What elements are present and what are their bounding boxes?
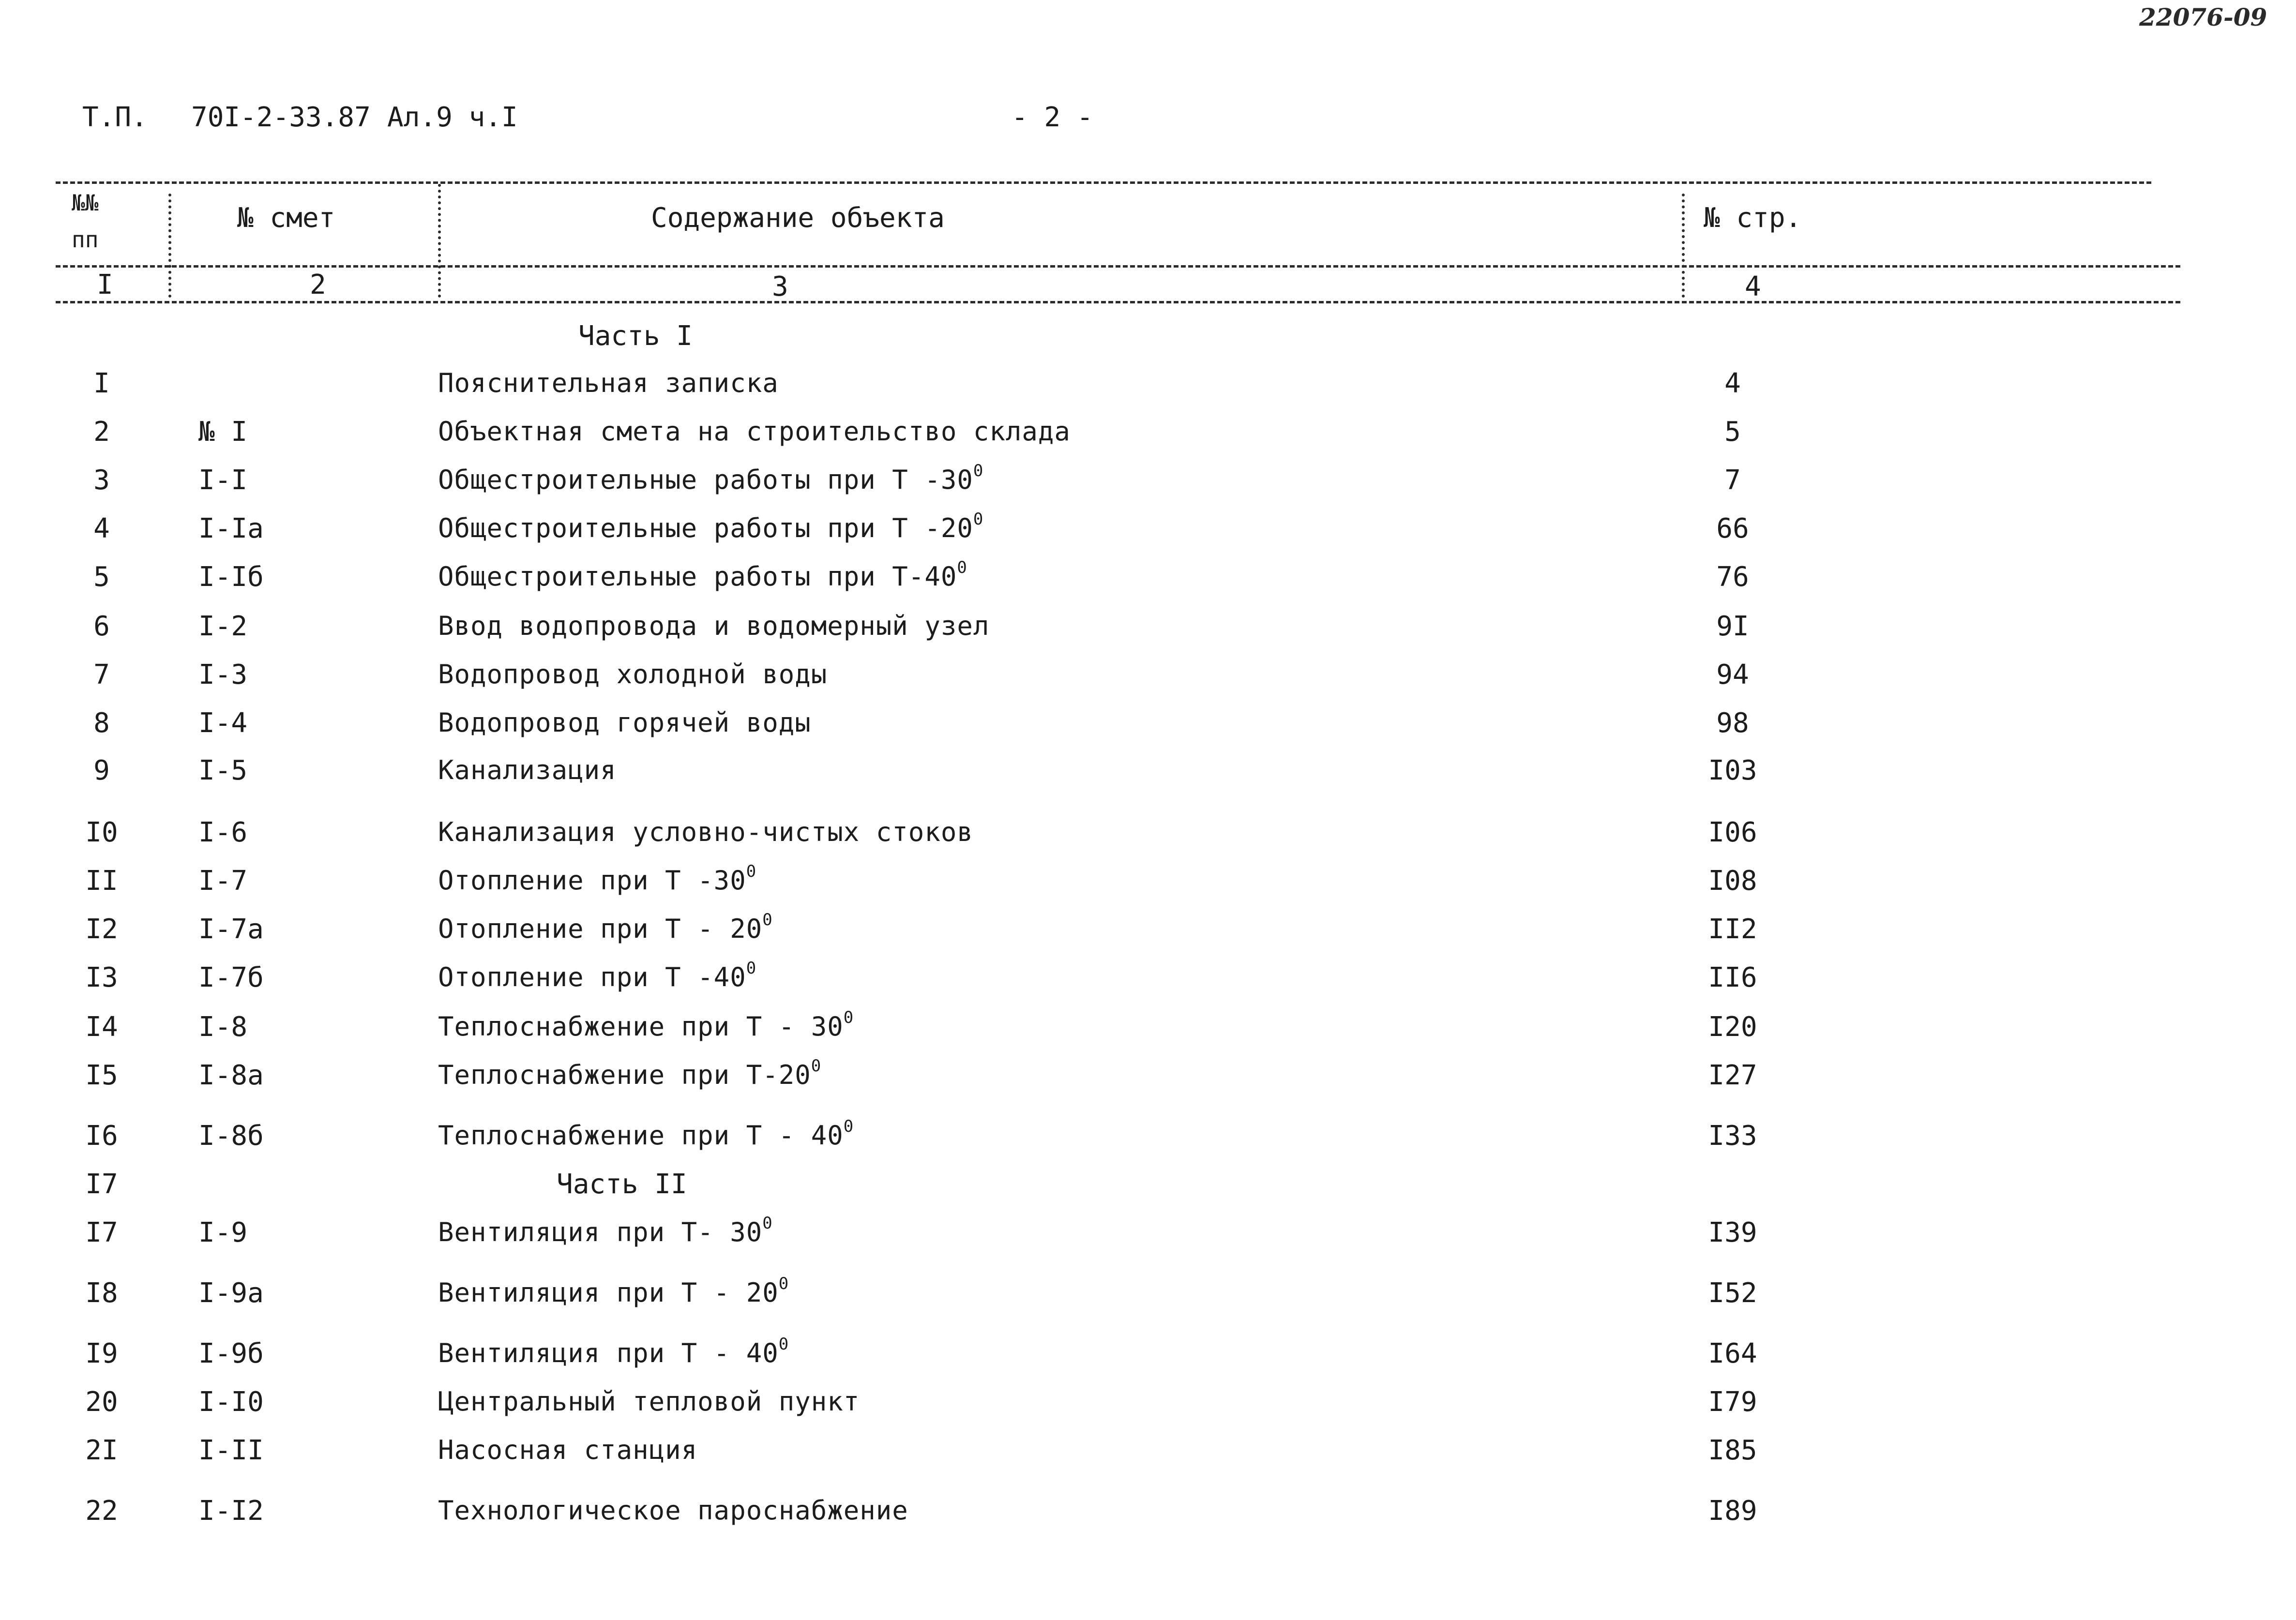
col-sep-3	[1682, 194, 1685, 298]
row-content	[438, 1495, 908, 1526]
col-index-3: 3	[772, 271, 788, 302]
row-estimate-number: I-6	[198, 817, 248, 848]
row-page: 7	[1724, 465, 1741, 496]
degree-mark: 0	[746, 959, 757, 978]
row-content-text: Вентиляция при Т - 40	[438, 1338, 779, 1368]
row-page: II2	[1708, 914, 1757, 945]
row-content-text: Канализация условно-чистых стоков	[438, 817, 973, 847]
row-number: I5	[85, 1060, 118, 1091]
row-estimate-number: I-8а	[198, 1060, 264, 1091]
row-content	[438, 1386, 860, 1417]
row-number: I4	[85, 1011, 118, 1043]
row-content-text: Канализация	[438, 755, 617, 785]
row-estimate-number: I-8	[198, 1011, 248, 1043]
row-estimate-number: № I	[198, 416, 248, 448]
row-content	[438, 611, 989, 641]
row-number: 9	[93, 755, 110, 786]
row-content-text: Общестроительные работы при Т -30	[438, 465, 973, 495]
part-2-heading: Часть II	[557, 1169, 687, 1200]
row-number: 2I	[85, 1435, 118, 1466]
row-content-text: Теплоснабжение при Т - 30	[438, 1011, 844, 1042]
row-page: I20	[1708, 1011, 1757, 1043]
table-row	[0, 817, 2296, 855]
row-estimate-number: I-Iа	[198, 513, 264, 544]
row-number: I9	[85, 1338, 118, 1369]
row-content-text: Отопление при Т - 20	[438, 914, 763, 944]
table-row	[0, 1335, 2296, 1377]
col-page-label: № стр.	[1704, 202, 1802, 234]
row-page: 98	[1716, 707, 1749, 739]
col-estimate-label: № смет	[237, 202, 335, 234]
row-page: I39	[1708, 1217, 1757, 1248]
header-mid-rule	[56, 265, 2180, 268]
row-number: 6	[93, 611, 110, 642]
table-row	[0, 1435, 2296, 1473]
col-index-1: I	[97, 269, 113, 300]
row-estimate-number: I-II	[198, 1435, 264, 1466]
table-row	[0, 1495, 2296, 1534]
row-estimate-number: I-3	[198, 659, 248, 690]
doc-ref: Т.П.	[82, 102, 148, 133]
row-content-text: Водопровод холодной воды	[438, 659, 828, 690]
row-page: 4	[1724, 368, 1741, 399]
row-estimate-number: I-8б	[198, 1120, 264, 1152]
row-estimate-number: I-9б	[198, 1338, 264, 1369]
row-number: I7	[85, 1217, 118, 1248]
row-content	[438, 416, 1071, 447]
row-number: 3	[93, 465, 110, 496]
row-page: 5	[1724, 416, 1741, 448]
row-content	[438, 461, 984, 495]
table-row	[0, 558, 2296, 600]
row-number: 8	[93, 707, 110, 739]
header-bottom-rule	[56, 301, 2180, 303]
row-content-text: Общестроительные работы при Т -20	[438, 513, 973, 543]
row-page: 9I	[1716, 611, 1749, 642]
row-content-text: Пояснительная записка	[438, 368, 779, 398]
row-content	[438, 1117, 854, 1151]
row-page: I52	[1708, 1277, 1757, 1309]
table-row	[0, 510, 2296, 552]
row-content-text: Объектная смета на строительство склада	[438, 416, 1071, 447]
row-content-text: Отопление при Т -30	[438, 865, 746, 896]
archive-stamp: 22076-09	[2139, 3, 2267, 31]
row-page: I08	[1708, 865, 1757, 897]
row-number: I8	[85, 1277, 118, 1309]
row-page: I85	[1708, 1435, 1757, 1466]
degree-mark: 0	[778, 1274, 789, 1293]
row-estimate-number: I-I	[198, 465, 248, 496]
row-number: I	[93, 368, 110, 399]
row-estimate-number: I-7	[198, 865, 248, 897]
col-index-4: 4	[1745, 271, 1761, 302]
table-row	[0, 659, 2296, 698]
row-content-text: Общестроительные работы при Т-40	[438, 561, 957, 592]
doc-code: 70I-2-33.87	[191, 102, 371, 133]
row-number: II	[85, 865, 118, 897]
row-number: 20	[85, 1386, 118, 1418]
table-row	[0, 1169, 2296, 1207]
degree-mark: 0	[973, 461, 984, 480]
row-content-text: Ввод водопровода и водомерный узел	[438, 611, 990, 641]
row-content	[438, 862, 757, 896]
table-row	[0, 1214, 2296, 1256]
row-content	[438, 1008, 854, 1042]
table-row	[0, 755, 2296, 794]
row-content-text: Вентиляция при Т - 20	[438, 1277, 779, 1308]
degree-mark: 0	[973, 510, 984, 529]
degree-mark: 0	[811, 1056, 822, 1076]
album-ref: Ал.9 ч.I	[387, 102, 518, 133]
col-num-label-2: пп	[72, 226, 99, 253]
row-content	[438, 1274, 789, 1308]
row-content-text: Технологическое пароснабжение	[438, 1495, 908, 1526]
row-content-text: Центральный тепловой пункт	[438, 1386, 860, 1417]
row-page: I06	[1708, 817, 1757, 848]
row-page: 66	[1716, 513, 1749, 544]
part-1-heading: Часть I	[578, 320, 693, 352]
row-content	[438, 1214, 773, 1247]
row-content	[438, 707, 811, 738]
row-content-text: Водопровод горячей воды	[438, 707, 811, 738]
row-number: 7	[93, 659, 110, 690]
row-number: I6	[85, 1120, 118, 1152]
row-estimate-number: I-9	[198, 1217, 248, 1248]
row-content	[438, 1056, 822, 1090]
row-number: 5	[93, 561, 110, 593]
row-content	[438, 755, 617, 785]
row-page: I33	[1708, 1120, 1757, 1152]
row-content-text: Отопление при Т -40	[438, 962, 746, 992]
row-number: I3	[85, 962, 118, 993]
row-content	[438, 510, 984, 543]
table-row	[0, 1008, 2296, 1050]
row-page: II6	[1708, 962, 1757, 993]
table-row	[0, 1274, 2296, 1316]
row-content	[438, 817, 973, 847]
row-estimate-number: I-Iб	[198, 561, 264, 593]
row-page: 76	[1716, 561, 1749, 593]
col-num-label-1: №№	[72, 190, 99, 216]
row-number: 22	[85, 1495, 118, 1527]
table-row	[0, 1386, 2296, 1425]
row-content-text: Вентиляция при Т- 30	[438, 1217, 763, 1247]
row-number: I0	[85, 817, 118, 848]
row-content	[438, 1435, 697, 1465]
row-estimate-number: I-4	[198, 707, 248, 739]
col-content-label: Содержание объекта	[651, 202, 945, 234]
degree-mark: 0	[778, 1335, 789, 1354]
row-page: 94	[1716, 659, 1749, 690]
row-content-text: Теплоснабжение при Т-20	[438, 1060, 811, 1090]
row-page: I89	[1708, 1495, 1757, 1527]
row-number: 4	[93, 513, 110, 544]
table-row	[0, 1117, 2296, 1159]
row-content	[438, 1335, 789, 1368]
row-estimate-number: I-I0	[198, 1386, 264, 1418]
row-content-text: Теплоснабжение при Т - 40	[438, 1120, 844, 1151]
header-top-rule	[56, 181, 2151, 184]
table-row	[0, 368, 2296, 406]
row-content	[438, 910, 773, 944]
row-estimate-number: I-2	[198, 611, 248, 642]
table-row	[0, 461, 2296, 503]
row-number: 2	[93, 416, 110, 448]
degree-mark: 0	[957, 558, 967, 577]
row-estimate-number: I-I2	[198, 1495, 264, 1527]
table-row	[0, 707, 2296, 746]
page-number: - 2 -	[1012, 102, 1093, 133]
col-sep-1	[168, 194, 171, 298]
table-row	[0, 416, 2296, 455]
row-estimate-number: I-7б	[198, 962, 264, 993]
row-content-text: Насосная станция	[438, 1435, 698, 1465]
row-estimate-number: I-7а	[198, 914, 264, 945]
table-row	[0, 959, 2296, 1001]
degree-mark: 0	[843, 1117, 854, 1136]
row-estimate-number: I-9а	[198, 1277, 264, 1309]
row-estimate-number: I-5	[198, 755, 248, 786]
degree-mark: 0	[762, 910, 773, 930]
row-page: I79	[1708, 1386, 1757, 1418]
row-content	[438, 959, 757, 992]
row-number: I7	[85, 1169, 118, 1200]
table-row	[0, 910, 2296, 952]
degree-mark: 0	[762, 1214, 773, 1233]
degree-mark: 0	[843, 1008, 854, 1027]
row-number: I2	[85, 914, 118, 945]
row-content	[438, 368, 779, 398]
row-content	[438, 659, 827, 690]
row-page: I03	[1708, 755, 1757, 786]
row-page: I27	[1708, 1060, 1757, 1091]
row-content	[438, 558, 967, 592]
table-row	[0, 611, 2296, 649]
row-page: I64	[1708, 1338, 1757, 1369]
col-index-2: 2	[310, 269, 326, 300]
col-sep-2	[438, 184, 441, 298]
table-row	[0, 1056, 2296, 1098]
table-row	[0, 862, 2296, 904]
degree-mark: 0	[746, 862, 757, 881]
